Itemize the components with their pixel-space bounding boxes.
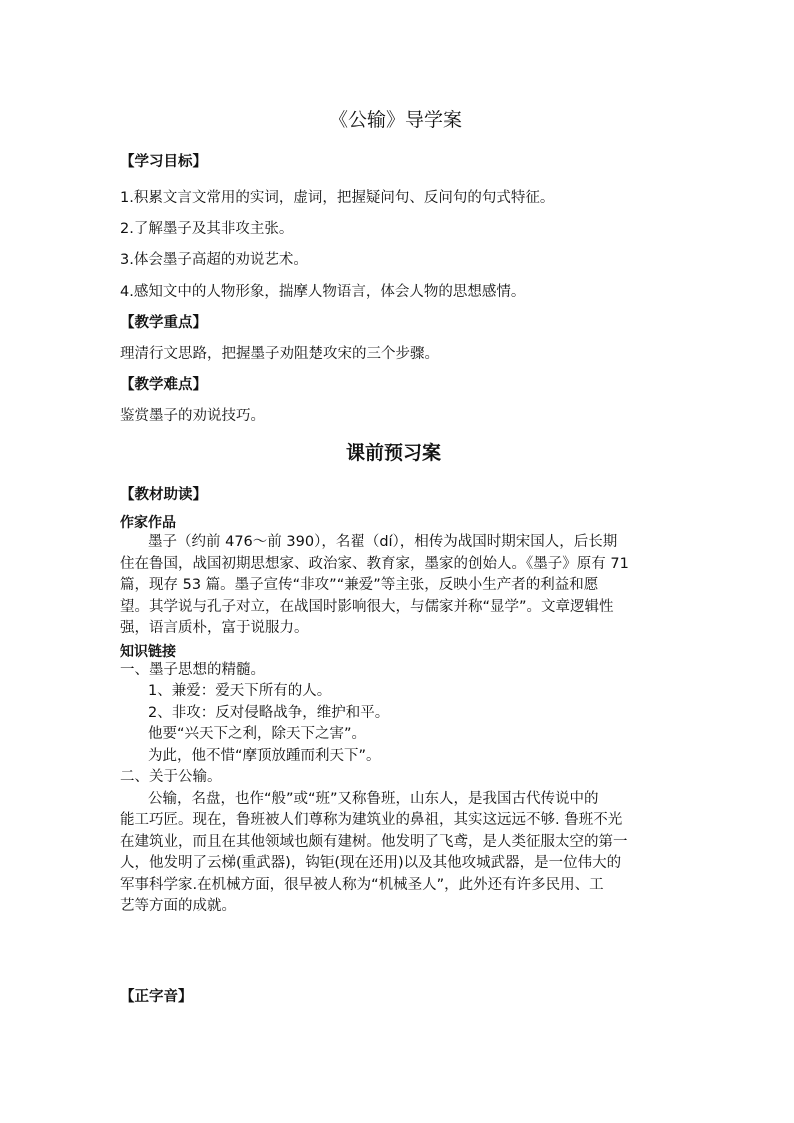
- objective-item: 3.体会墨子高超的劝说艺术。: [120, 252, 308, 268]
- gongshu-paragraph-line: 艺等方面的成就。: [120, 898, 236, 914]
- author-paragraph-line: 篇，现存 53 篇。墨子宣传“非攻”“兼爱”等主张，反映小生产者的利益和愿: [120, 577, 599, 593]
- author-paragraph-line: 墨子（约前 476～前 390），名翟（dí），相传为战国时期宋国人，后长期: [148, 534, 618, 550]
- author-works-heading: 作家作品: [120, 515, 176, 531]
- author-paragraph-line: 望。其学说与孔子对立，在战国时影响很大，与儒家并称“显学”。文章逻辑性: [120, 599, 614, 615]
- pronunciation-heading: 【正字音】: [120, 989, 193, 1005]
- gongshu-heading: 二、关于公输。: [120, 769, 222, 785]
- knowledge-link-heading: 知识链接: [120, 644, 176, 660]
- gongshu-paragraph-line: 在建筑业，而且在其他领域也颇有建树。他发明了飞鸢，是人类征服太空的第一: [120, 834, 628, 850]
- gongshu-paragraph-line: 军事科学家.在机械方面，很早被人称为“机械圣人”，此外还有许多民用、工: [120, 877, 604, 893]
- textbook-aid-heading: 【教材助读】: [120, 487, 207, 503]
- document-title: 《公输》导学案: [329, 109, 463, 131]
- gongshu-paragraph-line: 公输，名盘，也作“般”或“班”又称鲁班，山东人，是我国古代传说中的: [148, 791, 599, 807]
- gongshu-paragraph-line: 人，他发明了云梯(重武器)，钩钜(现在还用)以及其他攻城武器，是一位伟大的: [120, 855, 622, 871]
- author-paragraph-line: 住在鲁国，战国初期思想家、政治家、教育家，墨家的创始人。《墨子》原有 71: [120, 556, 629, 572]
- author-paragraph-line: 强，语言质朴，富于说服力。: [120, 620, 309, 636]
- mozi-thought-heading: 一、墨子思想的精髓。: [120, 662, 265, 678]
- objectives-heading: 【学习目标】: [120, 154, 207, 170]
- key-points-heading: 【教学重点】: [120, 315, 207, 331]
- key-points-text: 理清行文思路，把握墨子劝阻楚攻宋的三个步骤。: [120, 346, 439, 362]
- mozi-thought-line: 为此，他不惜“摩顶放踵而利天下”。: [148, 748, 381, 764]
- mozi-thought-line: 他要“兴天下之利，除天下之害”。: [148, 726, 367, 742]
- objective-item: 2.了解墨子及其非攻主张。: [120, 221, 294, 237]
- mozi-thought-line: 1、兼爱：爱天下所有的人。: [148, 683, 332, 699]
- difficulties-heading: 【教学难点】: [120, 377, 207, 393]
- difficulties-text: 鉴赏墨子的劝说技巧。: [120, 408, 265, 424]
- preview-section-title: 课前预习案: [346, 442, 442, 464]
- objective-item: 1.积累文言文常用的实词，虚词，把握疑问句、反问句的句式特征。: [120, 190, 555, 206]
- gongshu-paragraph-line: 能工巧匠。现在，鲁班被人们尊称为建筑业的鼻祖，其实这远远不够. 鲁班不光: [120, 812, 623, 828]
- objective-item: 4.感知文中的人物形象，揣摩人物语言，体会人物的思想感情。: [120, 284, 526, 300]
- mozi-thought-line: 2、非攻：反对侵略战争，维护和平。: [148, 705, 390, 721]
